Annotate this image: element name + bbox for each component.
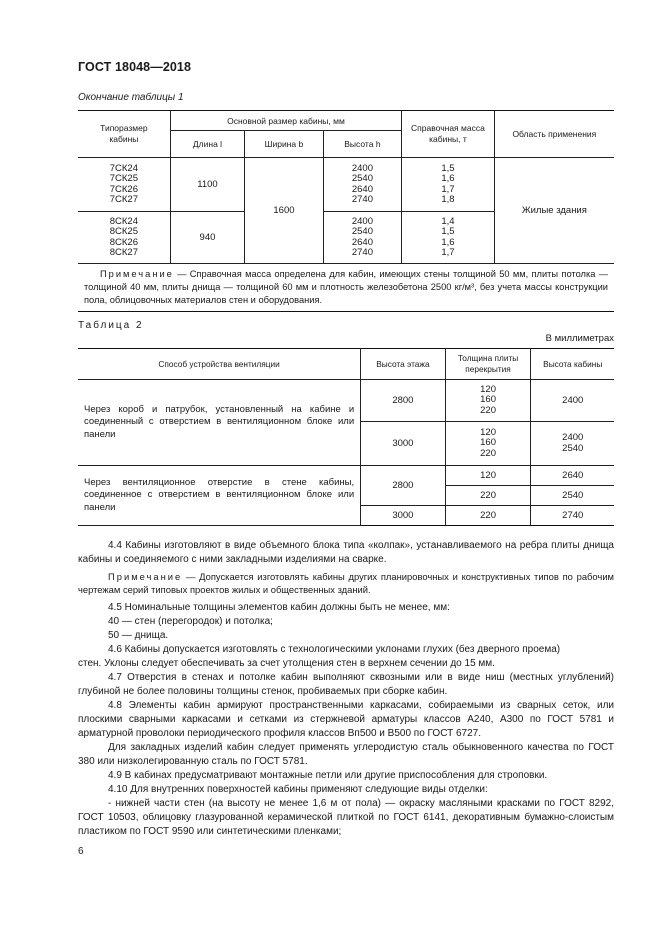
clause-4-5: 4.5 Номинальные толщины элементов кабин должны быть не менее, мм: xyxy=(108,602,450,613)
table2-caption: Таблица 2 xyxy=(78,320,144,331)
t2-row1-method: Через короб и патрубок, установленный на кабине и соединенный с отверстием в вентиляционном блоке или панели xyxy=(78,380,361,466)
t1-application-value: Жилые здания xyxy=(494,158,614,264)
t1-header-mass: Справочная масса кабины, т xyxy=(402,111,495,158)
t2-row2a1-cabin: 2640 xyxy=(531,466,614,486)
page-number: 6 xyxy=(78,846,84,857)
t1-header-width: Ширина b xyxy=(245,131,323,158)
t2-row2b-floor: 3000 xyxy=(361,506,445,526)
note-label: Примечание xyxy=(108,571,183,582)
clause-4-6: 4.6 Кабины допускается изготовлять с технологическими уклонами глухих (без дверного проема) xyxy=(108,644,561,655)
t2-row1a-slab: 120 160 220 xyxy=(445,380,531,422)
t2-header-floor-height: Высота этажа xyxy=(361,349,445,380)
t2-row1b-cabin: 2400 2540 xyxy=(531,422,614,466)
table1 xyxy=(78,110,614,312)
t1-header-height: Высота h xyxy=(323,131,401,158)
t2-header-cabin-height: Высота кабины xyxy=(531,349,614,380)
t2-header-slab: Толщина плиты перекрытия xyxy=(445,349,531,380)
clause-4-8-cont: Для закладных изделий кабин следует применять углеродистую сталь обыкновенного качества по ГОСТ 380 или низколегированную сталь по ГОСТ 5781. xyxy=(78,742,614,767)
t2-row2a2-cabin: 2540 xyxy=(531,486,614,506)
t2-row1a-cabin: 2400 xyxy=(531,380,614,422)
t2-row2a2-slab: 220 xyxy=(445,486,531,506)
t1-header-application: Область применения xyxy=(494,111,614,158)
clause-4-4-note xyxy=(78,571,614,596)
clause-4-7: 4.7 Отверстия в стенах и потолке кабин выполняют сквозными или в виде ниш (местных углублений) глубиной не более половины толщины стенок, пробиваемых при сборке кабин. xyxy=(78,672,614,697)
t2-row1b-slab: 120 160 220 xyxy=(445,422,531,466)
clause-4-5-item-a: 40 — стен (перегородок) и потолка; xyxy=(108,616,273,627)
t1-header-length: Длина l xyxy=(170,131,244,158)
t2-header-method: Способ устройства вентиляции xyxy=(78,349,361,380)
clause-4-5-item-b: 50 — днища. xyxy=(108,630,169,641)
t2-row2a-floor: 2800 xyxy=(361,466,445,506)
document-header: ГОСТ 18048—2018 xyxy=(78,60,192,74)
t1-types-group1: 7СК24 7СК25 7СК26 7СК27 xyxy=(78,158,170,212)
t1-header-main-size: Основной размер кабины, мм xyxy=(170,111,401,131)
t1-header-type: Типоразмер кабины xyxy=(78,111,170,158)
note-text: — Допускается изготовлять кабины других планировочных и конструктивных типов по рабочим чертежам серий типовых проектов жилых и общественных зданий. xyxy=(78,571,614,595)
t1-note-label: Примечание xyxy=(100,269,174,279)
table1-caption: Окончание таблицы 1 xyxy=(78,92,184,103)
t2-row1a-floor: 2800 xyxy=(361,380,445,422)
t1-types-group2: 8СК24 8СК25 8СК26 8СК27 xyxy=(78,212,170,264)
t1-length-group2: 940 xyxy=(170,212,244,264)
clause-4-10-item: - нижней части стен (на высоту не менее 1,6 м от пола) — окраску масляными красками по ГОСТ 8292, ГОСТ 10503, облицовку глазурованной керамической плиткой по ГОСТ 6141, декоративным бумажно-слоистым пластиком по ГОСТ 9590 или синтетическими пленками; xyxy=(78,798,614,837)
t1-width-value: 1600 xyxy=(245,158,323,264)
table2 xyxy=(78,348,614,526)
t2-row1b-floor: 3000 xyxy=(361,422,445,466)
t2-row2-method: Через вентиляционное отверстие в стене кабины, соединенное с отверстием в вентиляционном блоке или панели xyxy=(78,466,361,526)
t1-note-text: — Справочная масса определена для кабин, имеющих стены толщиной 50 мм, плиты потолка — толщиной 40 мм, плиты днища — толщиной 60 мм и плотность железобетона 2500 кг/м³, без учета массы конструкции пола, облицовочных материалов стен и оборудования. xyxy=(84,269,608,305)
t2-row2a1-slab: 120 xyxy=(445,466,531,486)
t2-row2b-cabin: 2740 xyxy=(531,506,614,526)
t1-masses-group1: 1,5 1,6 1,7 1,8 xyxy=(402,158,495,212)
table2-units: В миллиметрах xyxy=(545,333,614,344)
clause-4-6-cont: стен. Уклоны следует обеспечивать за счет утолщения стен в верхнем сечении до 15 мм. xyxy=(78,658,495,669)
clause-4-9: 4.9 В кабинах предусматривают монтажные петли или другие приспособления для строповки. xyxy=(108,770,548,781)
t1-heights-group1: 2400 2540 2640 2740 xyxy=(323,158,401,212)
t1-length-group1: 1100 xyxy=(170,158,244,212)
clause-4-8: 4.8 Элементы кабин армируют пространственными каркасами, собираемыми из сварных сеток, или плоскими сварными каркасами и сетками из стержневой арматуры классов А240, А300 по ГОСТ 5781 и арматурной проволоки периодического профиля классов Вп500 и В500 по ГОСТ 6727. xyxy=(78,700,614,739)
clause-4-4: 4.4 Кабины изготовляют в виде объемного блока типа «колпак», устанавливаемого на ребра плиты днища кабины и соединяемого с ними закладными изделиями на сварке. xyxy=(78,540,614,565)
t1-heights-group2: 2400 2540 2640 2740 xyxy=(323,212,401,264)
body-text xyxy=(78,539,614,839)
t1-note xyxy=(78,264,614,312)
clause-4-10: 4.10 Для внутренних поверхностей кабины применяют следующие виды отделки: xyxy=(108,784,488,795)
t1-masses-group2: 1,4 1,5 1,6 1,7 xyxy=(402,212,495,264)
t2-row2b-slab: 220 xyxy=(445,506,531,526)
